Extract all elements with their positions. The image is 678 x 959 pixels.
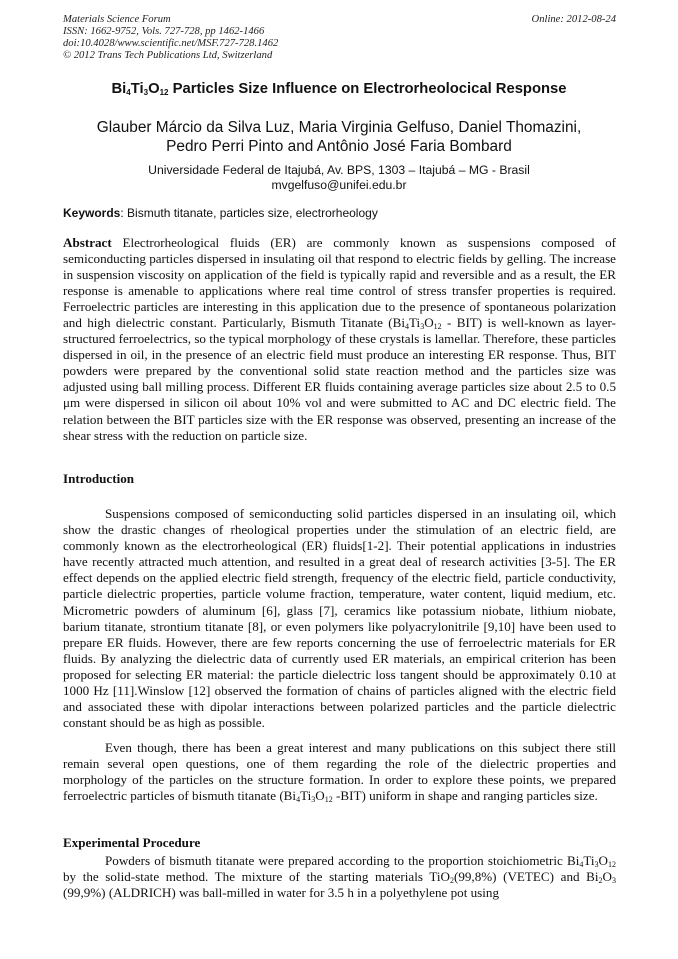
exp-text: O [598,853,608,868]
abstract-text: - BIT) is well-known as layer-structured ferroelectrics, so the typical morphology of these crystals is lamellar. Therefore, these particles dispersed in oil, in the presence of an electric field must produce an interesting ER response. Thus, BIT powders were prepared by the conventional solid state reaction method and the particles size was adjusted using ball milling process. Different ER fluids containing average particles size about 2.5 to 0.5 μm were dispersed in silicon oil about 10% vol and were submitted to AC and DC electric field. The relation between the BIT particles size with the ER response was observed, presenting an increase of the shear stress with the reduction on particle size. [63,315,616,443]
intro-sub: 4 [296,795,301,805]
intro-text: Ti [300,788,312,804]
abstract-text: Electrorheological fluids (ER) are commonly known as suspensions composed of semiconducting particles dispersed in insulating oil that respond to electric fields by gelling. The increase in suspension viscosity on application of the field is typically rapid and reversible and as a result, the ER response is amenable to applications where real time control of stress transfer properties is required. Ferroelectric particles are interesting in this application due to the presence of spontaneous polarization and high dielectric constant. Particularly, Bismuth Titanate (Bi [63,235,616,331]
experimental-paragraph [63,853,616,901]
title-text: Ti [130,81,144,97]
journal-header [63,14,616,62]
intro-sub: 3 [311,795,316,805]
abstract-text: Ti [409,315,421,331]
exp-text: by the solid-state method. The mixture of the starting materials TiO [63,869,450,885]
introduction-paragraph-2 [63,740,616,804]
introduction-paragraph-1: Suspensions composed of semiconducting solid particles dispersed in an insulating oil, which show the drastic changes of rheological properties under the stimulation of an electric field, are commonly known as the electrorheological (ER) fluids[1-2]. Their potential applications in industries have recently attracted much attention, and resulted in a great deal of research activities [3-5]. The ER effect depends on the applied electric field strength, frequency of the electric field, particle conductivity, particle dielectric properties, particle volume fraction, temperature, water content, liquid medium, etc. Micrometric powders of aluminum [6], glass [7], ceramics like potassium niobate, lithium niobate, barium titanate, strontium titanate [8], or even polymers like polyacrylonitrile [9,10] have been used to prepare ER fluids. However, there are few reports concerning the use of ferroelectric materials for ER fluids. By analyzing the dielectric data of currently used ER materials, an empirical criterion has been proposed for selecting ER material: the particle dielectric loss tangent should be approximately 0.10 at 1000 Hz [11].Winslow [12] observed the formation of chains of particles aligned with the electric field and associated these with dipolar interactions between polarized particles and the particle dielectric constant should be as high as possible. [63,506,616,731]
keywords [63,206,616,220]
issn-line: ISSN: 1662-9752, Vols. 727-728, pp 1462-1466 [63,26,265,37]
introduction-heading: Introduction [63,471,135,486]
online-date: Online: 2012-08-24 [531,14,616,25]
affiliation [60,163,618,193]
author-list [48,118,630,156]
title-sub: 12 [159,88,169,97]
title-sub: 3 [143,88,149,97]
title-sub: 4 [126,88,131,97]
exp-sub: 2 [449,876,454,886]
keywords-label: Keywords [63,206,121,220]
exp-text: Powders of bismuth titanate were prepared according to the proportion stoichiometric Bi [105,853,580,868]
abstract-sub: 4 [405,322,410,332]
abstract-sub: 3 [420,322,425,332]
intro-text: -BIT) uniform in shape and ranging particles size. [332,788,598,804]
title-text: O [148,81,160,97]
journal-name: Materials Science Forum [63,14,171,25]
author-email: mvgelfuso@unifei.edu.br [271,178,407,192]
experimental-heading: Experimental Procedure [63,835,201,850]
intro-sub: 12 [324,795,333,805]
exp-text: (99,8%) (VETEC) and Bi [453,869,599,885]
copyright-line: © 2012 Trans Tech Publications Ltd, Switzerland [63,50,273,61]
exp-sub: 4 [579,860,584,869]
exp-sub: 12 [608,860,616,869]
exp-text: O [602,869,612,885]
abstract-sub: 12 [433,322,442,332]
exp-text: Ti [583,853,595,868]
title-text: Bi [111,81,127,97]
authors-line-1: Glauber Márcio da Silva Luz, Maria Virginia Gelfuso, Daniel Thomazini, [96,119,582,136]
paper-title [40,81,638,97]
exp-sub: 3 [612,876,616,886]
exp-sub: 3 [594,860,599,869]
intro-text: O [315,788,325,804]
title-text: Particles Size Influence on Electrorheolocical Response [168,81,567,97]
affiliation-address: Universidade Federal de Itajubá, Av. BPS, 1303 – Itajubá – MG - Brasil [148,163,530,177]
exp-text: (99,9%) (ALDRICH) was ball-milled in water for 3.5 h in a polyethylene pot using [63,885,500,901]
abstract-text: O [424,315,434,331]
authors-line-2: Pedro Perri Pinto and Antônio José Faria Bombard [166,138,512,155]
intro-text: Even though, there has been a great interest and many publications on this subject there still remain several open questions, one of them regarding the role of the dielectric properties and morphology of the particles on the structure formation. In order to explore these points, we prepared ferroelectric particles of bismuth titanate (Bi [63,740,616,804]
abstract-label: Abstract [63,235,112,250]
doi-line: doi:10.4028/www.scientific.net/MSF.727-728.1462 [63,38,279,49]
exp-sub: 2 [598,876,603,886]
keywords-text: : Bismuth titanate, particles size, electrorheology [120,206,378,220]
abstract [63,235,616,444]
